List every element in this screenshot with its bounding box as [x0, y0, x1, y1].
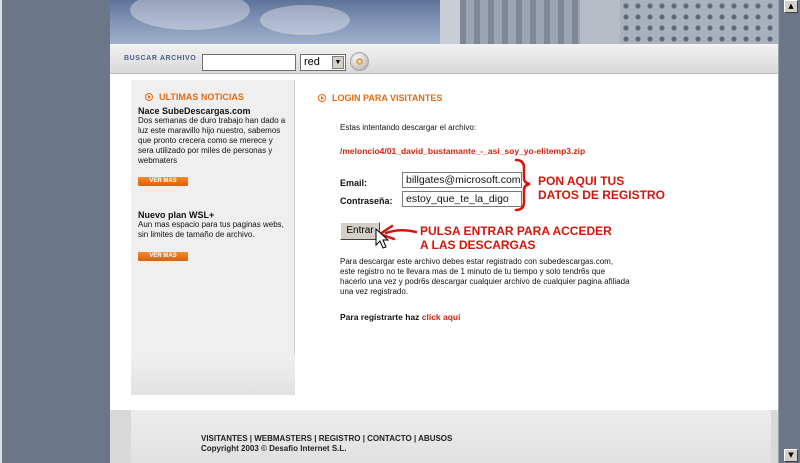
ver-mas-button[interactable]: VER MAS [138, 252, 188, 261]
entrar-button[interactable]: Entrar [340, 222, 380, 240]
email-label: Email: [340, 178, 368, 188]
bullet-arrow-icon [145, 93, 153, 101]
footer-link-contacto[interactable]: CONTACTO [367, 434, 412, 443]
arrow-head-icon [380, 226, 394, 239]
scroll-up-arrow-icon[interactable]: ▲ [784, 0, 798, 13]
news-item-body: Aun mas espacio para tus paginas webs, sin limites de tamaño de archivo. [138, 220, 284, 239]
building-shape [620, 0, 778, 44]
annotation-credentials-line2: DATOS DE REGISTRO [538, 188, 665, 202]
search-bar [110, 44, 778, 74]
annotation-credentials-line1: PON AQUI TUS [538, 174, 625, 188]
annotation-submit-line2: A LAS DESCARGAS [420, 238, 536, 252]
news-item-body: Dos semanas de duro trabajo han dado a luz este maravillo hijo nuestro, sabemos que pronto crecera como se merece y sera utilizado por miles de personas y webmaters [138, 116, 286, 165]
header-banner-image [110, 0, 778, 44]
search-scope-select[interactable] [300, 54, 346, 71]
register-link[interactable]: click aqui [421, 312, 461, 322]
file-path-text: /meloncio4/01_david_bustamante_-_asi_soy_yo-elitemp3.zip [340, 146, 586, 156]
sidebar-title: ULTIMAS NOTICIAS [145, 92, 244, 102]
register-line [340, 312, 461, 322]
search-go-icon[interactable] [350, 52, 369, 71]
vertical-scrollbar[interactable] [784, 0, 798, 463]
footer-copyright: Copyright 2003 © Desafio Internet S.L. [201, 444, 347, 453]
login-section-title: LOGIN PARA VISITANTES [318, 93, 442, 103]
news-sidebar [131, 80, 295, 395]
sidebar-fade [131, 355, 295, 395]
footer-link-registro[interactable]: REGISTRO [318, 434, 361, 443]
cloud-shape [130, 0, 250, 30]
password-field[interactable]: estoy_que_te_la_digo [402, 191, 522, 207]
password-label: Contraseña: [340, 196, 393, 206]
footer-nav: VISITANTES | WEBMASTERS | REGISTRO | CONTACTO | ABUSOS [201, 434, 453, 443]
register-prefix-text: Para registrarte haz [340, 312, 420, 322]
email-field[interactable]: billgates@microsoft.com [402, 172, 522, 188]
search-scope-value: red [304, 56, 320, 68]
download-intro-text: Estas intentando descargar el archivo: [340, 123, 477, 132]
page-content [110, 0, 778, 463]
footer-link-abusos[interactable]: ABUSOS [418, 434, 453, 443]
bullet-arrow-icon [318, 94, 326, 102]
scroll-down-arrow-icon[interactable]: ▼ [784, 449, 798, 462]
search-input[interactable] [202, 54, 296, 71]
cloud-shape [260, 5, 350, 35]
news-item-title: Nace SubeDescargas.com [138, 106, 251, 116]
building-shape [460, 0, 580, 44]
window-left-border [0, 0, 2, 463]
ver-mas-button[interactable]: VER MAS [138, 177, 188, 186]
annotation-submit-line1: PULSA ENTRAR PARA ACCEDER [420, 224, 612, 238]
footer-link-webmasters[interactable]: WEBMASTERS [254, 434, 312, 443]
chevron-down-icon[interactable]: ▼ [332, 56, 344, 69]
news-item-title: Nuevo plan WSL+ [138, 210, 215, 220]
search-label: BUSCAR ARCHIVO [124, 55, 197, 62]
footer-link-visitantes[interactable]: VISITANTES [201, 434, 248, 443]
building-shape [440, 0, 460, 44]
building-shape [580, 0, 620, 44]
arrow-line [386, 230, 416, 233]
search-go-ring [356, 58, 363, 65]
registration-description: Para descargar este archivo debes estar registrado con subedescargas.com, este registro no te llevara mas de 1 minuto de tu tiempo y solo tendr6s que hacerlo una vez y podr6s descargar cualquier archivo de cualquier pagina afiliada una vez registrado. [340, 257, 630, 296]
